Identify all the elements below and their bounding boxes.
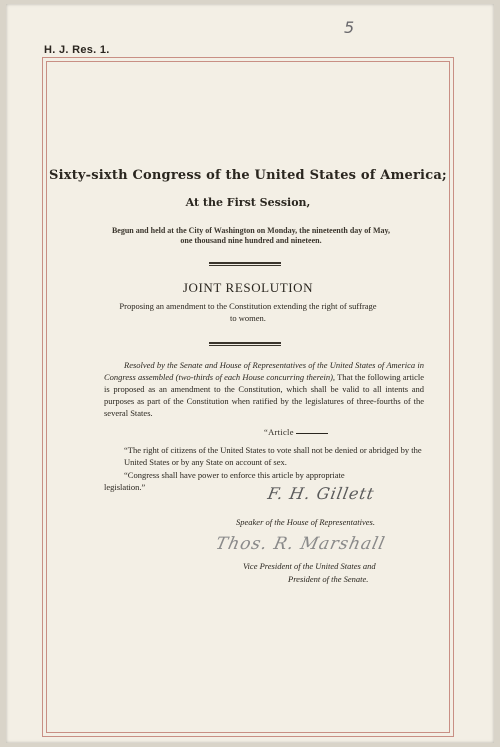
speaker-title: Speaker of the House of Representatives. [236,517,375,527]
senate-president-title: President of the Senate. [288,574,369,584]
section-2-line-2: legislation.” [104,482,146,492]
divider-rule-bottom-2 [209,345,281,346]
vice-president-signature: Thos. R. Marshall [213,534,388,554]
proposing-text [98,300,398,324]
speaker-signature: F. H. Gillett [266,484,377,503]
congress-heading: Sixty-sixth Congress of the United States of America; [49,168,447,183]
section-1-text [124,444,424,468]
document-page [6,4,494,743]
resolved-rest: That the following article is proposed as an amendment to the Constitution, which shall be valid to all intents and purposes as part of the Constitution when ratified by the legislatures of three-fourths of the several States. [104,372,424,418]
vice-president-title: Vice President of the United States and [243,561,376,571]
pencil-page-number: 5 [344,18,355,37]
begun-line-1: Begun and held at the City of Washington on Monday, the nineteenth day of May, [111,226,391,235]
article-dash [296,433,328,434]
session-heading: At the First Session, [185,196,311,209]
resolved-paragraph [104,359,424,419]
article-heading [264,427,328,437]
proposing-line-2: to women. [230,313,266,323]
divider-rule-top-2 [209,265,281,266]
article-label: “Article [264,427,294,437]
section-2-line-1: “Congress shall have power to enforce this article by appropriate [124,470,345,480]
begun-and-held-text [106,226,396,246]
divider-rule-top [209,262,281,264]
document-title: JOINT RESOLUTION [182,280,314,295]
divider-rule-bottom [209,342,281,344]
resolution-id: H. J. Res. 1. [44,44,110,56]
resolved-italic: Resolved by the Senate and House of Representatives of the United States of America in Congress assembled (two-thirds of each House concurring therein), [104,360,424,382]
begun-line-2: one thousand nine hundred and nineteen. [180,236,322,245]
section-1-body: “The right of citizens of the United States to vote shall not be denied or abridged by the United States or by any State on account of sex. [124,445,422,467]
proposing-line-1: Proposing an amendment to the Constitution extending the right of suffrage [119,301,377,311]
